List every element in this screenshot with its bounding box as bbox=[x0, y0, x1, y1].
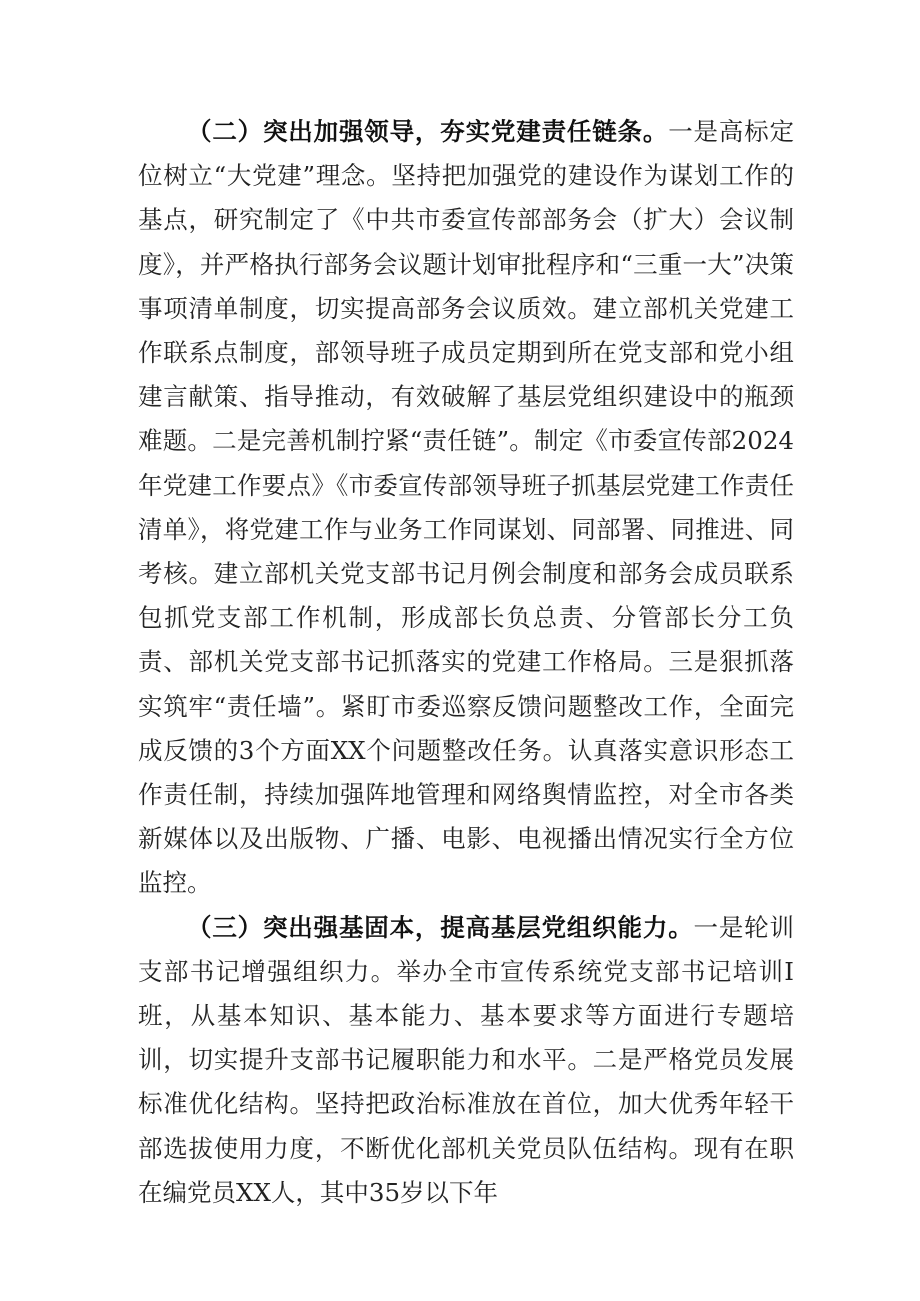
paragraph-text-leadership: 一是高标定位树立“大党建”理念。坚持把加强党的建设作为谋划工作的基点，研究制定了《中共市委宣传部部务会（扩大）会议制度》，并严格执行部务会议题计划审批程序和“三重一大”决策事项清单制度，切实提高部务会议质效。建立部机关党建工作联系点制度，部领导班子成员定期到所在党支部和党小组建言献策、指导推动，有效破解了基层党组织建设中的瓶颈难题。二是完善机制拧紧“责任链”。制定《市委宣传部2024年党建工作要点》《市委宣传部领导班子抓基层党建工作责任清单》，将党建工作与业务工作同谋划、同部署、同推进、同考核。建立部机关党支部书记月例会制度和部务会成员联系包抓党支部工作机制，形成部长负总责、分管部长分工负责、部机关党支部书记抓落实的党建工作格局。三是狠抓落实筑牢“责任墙”。紧盯市委巡察反馈问题整改工作，全面完成反馈的3个方面XX个问题整改任务。认真落实意识形态工作责任制，持续加强阵地管理和网络舆情监控，对全市各类新媒体以及出版物、广播、电影、电视播出情况实行全方位监控。 bbox=[138, 117, 795, 898]
paragraph-text-grassroots: 一是轮训支部书记增强组织力。举办全市宣传系统党支部书记培训I班，从基本知识、基本能力、基本要求等方面进行专题培训，切实提升支部书记履职能力和水平。二是严格党员发展标准优化结构。坚持把政治标准放在首位，加大优秀年轻干部选拔使用力度，不断优化部机关党员队伍结构。现有在职在编党员XX人，其中35岁以下年 bbox=[138, 912, 795, 1207]
document-body bbox=[138, 110, 794, 1215]
paragraph-grassroots bbox=[138, 906, 794, 1215]
paragraph-leadership bbox=[138, 110, 794, 906]
section-heading-leadership: （二）突出加强领导，夯实党建责任链条。 bbox=[187, 117, 669, 146]
section-heading-grassroots: （三）突出强基固本，提高基层党组织能力。 bbox=[187, 912, 694, 942]
